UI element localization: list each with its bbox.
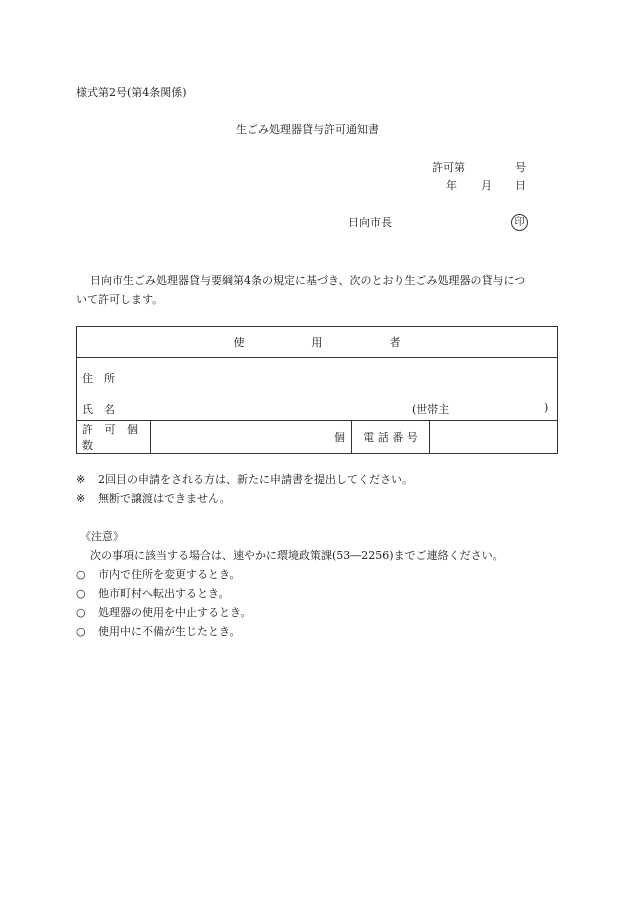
body-text-line-2: いて許可します。 [76, 293, 164, 306]
phone-value [430, 421, 558, 454]
caution-item-1-mark: ○ [76, 568, 86, 581]
caution-item-3 [76, 607, 252, 618]
caution-item-3-text: 処理器の使用を中止するとき。 [98, 606, 252, 619]
note-2-mark: ※ [76, 492, 86, 505]
seal-mark: 印 [511, 214, 528, 231]
date-day: 日 [515, 179, 526, 192]
name-label: 氏 名 [82, 403, 115, 416]
household-head-label: (世帯主 [412, 403, 450, 416]
user-header-char-3: 者 [389, 336, 401, 349]
permit-number-suffix: 号 [515, 161, 526, 174]
caution-item-3-mark: ○ [76, 606, 86, 619]
form-number: 様式第2号(第4条関係) [76, 86, 187, 99]
note-2-text: 無断で譲渡はできません。 [98, 492, 231, 505]
user-header-cell [77, 327, 558, 358]
user-header-char-2: 用 [311, 336, 323, 349]
caution-heading: 《注意》 [80, 530, 124, 543]
caution-intro: 次の事項に該当する場合は、速やかに環境政策課(53―2256)までご連絡ください。 [90, 549, 504, 562]
user-header-char-1: 使 [233, 336, 245, 349]
caution-item-1-text: 市内で住所を変更するとき。 [98, 568, 241, 581]
permit-table [76, 326, 558, 454]
address-name-cell [77, 358, 558, 421]
caution-item-4-mark: ○ [76, 625, 86, 638]
permit-count-label: 許 可 個 数 [77, 421, 151, 454]
document-title: 生ごみ処理器貸与許可通知書 [236, 123, 379, 136]
permit-count-unit: 個 [151, 421, 352, 454]
caution-item-4 [76, 626, 241, 637]
household-head-close: ) [544, 401, 549, 414]
date-year: 年 [446, 179, 457, 192]
address-label: 住 所 [82, 372, 115, 385]
caution-item-1 [76, 569, 241, 580]
date-month: 月 [481, 179, 492, 192]
note-1 [76, 474, 413, 485]
phone-label: 電 話 番 号 [352, 421, 430, 454]
body-text-line-1: 日向市生ごみ処理器貸与要綱第4条の規定に基づき、次のとおり生ごみ処理器の貸与につ [90, 274, 526, 287]
caution-item-2-mark: ○ [76, 587, 86, 600]
note-1-text: 2回目の申請をされる方は、新たに申請書を提出してください。 [98, 473, 413, 486]
caution-item-2-text: 他市町村へ転出するとき。 [98, 587, 230, 600]
caution-item-4-text: 使用中に不備が生じたとき。 [98, 625, 241, 638]
note-2 [76, 493, 231, 504]
issuer: 日向市長 [348, 216, 392, 229]
permit-number-prefix: 許可第 [432, 161, 465, 174]
caution-item-2 [76, 588, 230, 599]
note-1-mark: ※ [76, 473, 86, 486]
